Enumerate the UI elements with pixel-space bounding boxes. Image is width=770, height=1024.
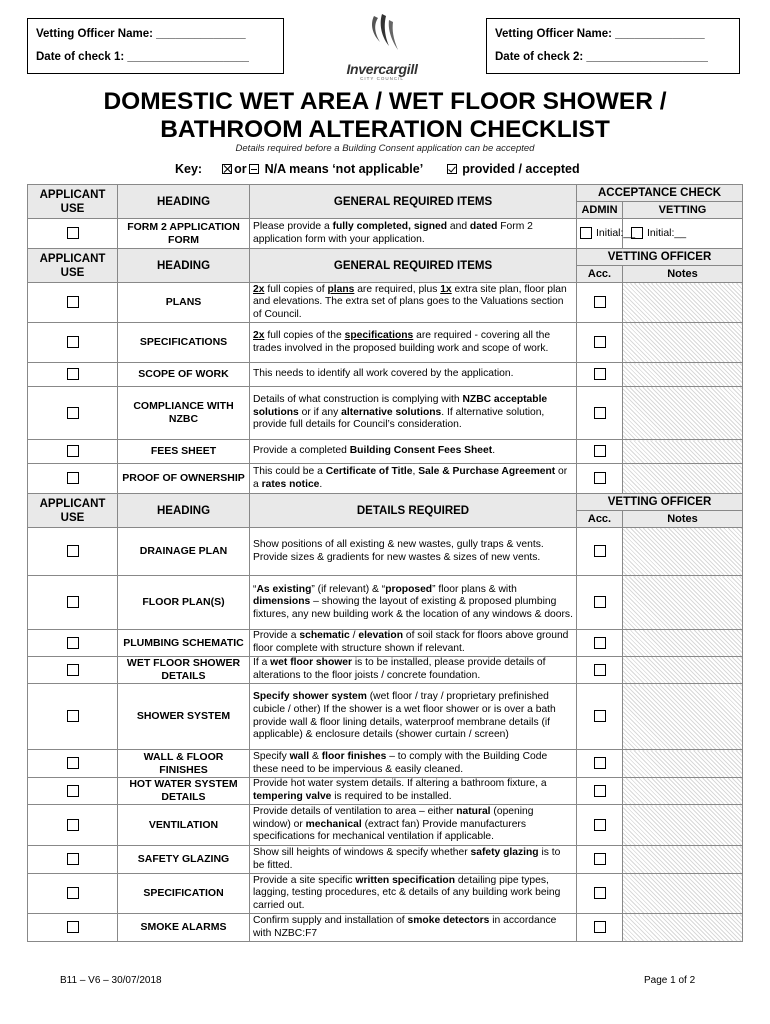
notes-cell[interactable] xyxy=(623,778,743,805)
document-title xyxy=(0,88,770,144)
applicant-checkbox[interactable] xyxy=(67,227,79,239)
key-or: or xyxy=(234,162,247,176)
general-items-header: GENERAL REQUIRED ITEMS xyxy=(250,185,577,219)
title-line-2: BATHROOM ALTERATION CHECKLIST xyxy=(160,116,610,143)
table-row xyxy=(28,684,743,750)
council-logo xyxy=(334,12,430,82)
vetting-officer-box-2 xyxy=(486,18,740,74)
acc-checkbox-cell xyxy=(577,576,623,630)
applicant-checkbox-cell xyxy=(28,528,118,576)
row-description: Please provide a fully completed, signed and dated Form 2 application form with your application. xyxy=(250,219,577,249)
admin-initial[interactable]: Initial:__ xyxy=(596,227,636,240)
vetting-officer-header: VETTING OFFICER xyxy=(577,494,743,511)
acc-checkbox-cell xyxy=(577,750,623,778)
key-legend xyxy=(175,162,580,176)
checklist-table xyxy=(27,184,743,942)
table-row xyxy=(28,805,743,846)
vetting-officer-box-1 xyxy=(27,18,284,74)
table-row xyxy=(28,464,743,494)
notes-header: Notes xyxy=(623,511,743,528)
tick-box-icon xyxy=(447,164,457,174)
admin-checkbox[interactable] xyxy=(580,227,592,239)
notes-cell[interactable] xyxy=(623,576,743,630)
table-row xyxy=(28,528,743,576)
notes-cell[interactable] xyxy=(623,440,743,464)
crossed-box-icon xyxy=(222,164,232,174)
applicant-checkbox-cell xyxy=(28,440,118,464)
notes-cell[interactable] xyxy=(623,846,743,874)
notes-cell[interactable] xyxy=(623,914,743,942)
applicant-checkbox[interactable] xyxy=(67,785,79,797)
row-heading: PROOF OF OWNERSHIP xyxy=(118,464,250,494)
applicant-checkbox[interactable] xyxy=(67,368,79,380)
applicant-use-header: APPLICANT USE xyxy=(28,494,118,528)
key-provided-text: provided / accepted xyxy=(462,162,580,176)
details-required-header: DETAILS REQUIRED xyxy=(250,494,577,528)
applicant-checkbox[interactable] xyxy=(67,296,79,308)
applicant-checkbox-cell xyxy=(28,874,118,914)
table-row xyxy=(28,363,743,387)
notes-cell[interactable] xyxy=(623,387,743,440)
applicant-use-header: APPLICANT USE xyxy=(28,185,118,219)
document-code: B11 – V6 – 30/07/2018 xyxy=(60,975,162,986)
admin-header: ADMIN xyxy=(577,202,623,219)
row-description: Provide a completed Building Consent Fees Sheet. xyxy=(250,440,577,464)
row-heading: PLANS xyxy=(118,283,250,323)
acc-checkbox-cell xyxy=(577,914,623,942)
table-row xyxy=(28,440,743,464)
applicant-checkbox-cell xyxy=(28,464,118,494)
applicant-checkbox[interactable] xyxy=(67,710,79,722)
table-row xyxy=(28,846,743,874)
row-heading: SHOWER SYSTEM xyxy=(118,684,250,750)
general-items-header: GENERAL REQUIRED ITEMS xyxy=(250,249,577,283)
row-description: Provide a site specific written specification detailing pipe types, lagging, testing procedures, etc & details of any building work being carried out. xyxy=(250,874,577,914)
row-description: 2x full copies of the specifications are required - covering all the trades involved in the proposed building work and scope of work. xyxy=(250,323,577,363)
acceptance-check-header: ACCEPTANCE CHECK xyxy=(577,185,743,202)
applicant-checkbox[interactable] xyxy=(67,445,79,457)
acc-checkbox-cell xyxy=(577,464,623,494)
heading-header: HEADING xyxy=(118,185,250,219)
row-heading: FEES SHEET xyxy=(118,440,250,464)
row-description: Details of what construction is complying with NZBC acceptable solutions or if any alternative solutions. If alternative solution, provide full details for Council’s consideration. xyxy=(250,387,577,440)
table-row xyxy=(28,874,743,914)
acc-checkbox-cell xyxy=(577,657,623,684)
table-row xyxy=(28,323,743,363)
key-label: Key: xyxy=(175,162,203,176)
row-description: 2x full copies of plans are required, plus 1x extra site plan, floor plan and elevations. The extra set of plans goes to the Valuations section of Council. xyxy=(250,283,577,323)
row-description: This needs to identify all work covered by the application. xyxy=(250,363,577,387)
row-heading: WET FLOOR SHOWER DETAILS xyxy=(118,657,250,684)
page-number: Page 1 of 2 xyxy=(644,975,696,986)
row-heading: SCOPE OF WORK xyxy=(118,363,250,387)
row-description: Provide details of ventilation to area – either natural (opening window) or mechanical (extract fan) Provide manufacturers specifications for mechanical ventilation if applicable. xyxy=(250,805,577,846)
row-description: Provide a schematic / elevation of soil stack for floors above ground floor complete with structure shown if relevant. xyxy=(250,630,577,657)
acc-checkbox-cell xyxy=(577,363,623,387)
date-of-check-1[interactable]: Date of check 1: ___________________ xyxy=(36,51,249,63)
acc-checkbox-cell xyxy=(577,630,623,657)
acc-checkbox[interactable] xyxy=(594,785,606,797)
acc-checkbox[interactable] xyxy=(594,407,606,419)
table-row xyxy=(28,630,743,657)
row-description: Provide hot water system details. If altering a bathroom fixture, a tempering valve is required to be installed. xyxy=(250,778,577,805)
row-heading: FLOOR PLAN(S) xyxy=(118,576,250,630)
acc-checkbox-cell xyxy=(577,778,623,805)
applicant-checkbox[interactable] xyxy=(67,336,79,348)
acc-checkbox-cell xyxy=(577,846,623,874)
row-heading: PLUMBING SCHEMATIC xyxy=(118,630,250,657)
vetting-initial[interactable]: Initial:__ xyxy=(647,227,687,240)
applicant-checkbox[interactable] xyxy=(67,472,79,484)
row-heading: SPECIFICATIONS xyxy=(118,323,250,363)
key-na-text: N/A means ‘not applicable’ xyxy=(264,162,424,176)
acc-checkbox-cell xyxy=(577,283,623,323)
table-row xyxy=(28,387,743,440)
acc-checkbox[interactable] xyxy=(594,637,606,649)
applicant-checkbox-cell xyxy=(28,630,118,657)
row-heading: WALL & FLOOR FINISHES xyxy=(118,750,250,778)
applicant-checkbox-cell xyxy=(28,805,118,846)
row-description: “As existing” (if relevant) & “proposed” floor plans & with dimensions – showing the layout of existing & proposed plumbing fixtures, any new building work & the location of any windows & doors. xyxy=(250,576,577,630)
acc-checkbox-cell xyxy=(577,528,623,576)
acc-checkbox[interactable] xyxy=(594,368,606,380)
row-heading: VENTILATION xyxy=(118,805,250,846)
acc-checkbox[interactable] xyxy=(594,296,606,308)
logo-wordmark: Invercargill xyxy=(346,61,418,77)
acc-checkbox[interactable] xyxy=(594,921,606,933)
applicant-checkbox-cell xyxy=(28,363,118,387)
applicant-checkbox[interactable] xyxy=(67,664,79,676)
applicant-use-header: APPLICANT USE xyxy=(28,249,118,283)
acc-header: Acc. xyxy=(577,266,623,283)
applicant-checkbox[interactable] xyxy=(67,819,79,831)
applicant-checkbox[interactable] xyxy=(67,887,79,899)
acc-checkbox[interactable] xyxy=(594,545,606,557)
acc-checkbox[interactable] xyxy=(594,887,606,899)
vetting-initial-cell xyxy=(623,219,743,249)
row-description: Confirm supply and installation of smoke detectors in accordance with NZBC:F7 xyxy=(250,914,577,942)
row-heading: SAFETY GLAZING xyxy=(118,846,250,874)
row-description: Show positions of all existing & new wastes, gully traps & vents. Provide sizes & gradients for new wastes & sizes of new vents. xyxy=(250,528,577,576)
applicant-checkbox-cell xyxy=(28,846,118,874)
vetting-header: VETTING xyxy=(623,202,743,219)
title-line-1: DOMESTIC WET AREA / WET FLOOR SHOWER / xyxy=(103,88,667,115)
row-heading: HOT WATER SYSTEM DETAILS xyxy=(118,778,250,805)
admin-initial-cell xyxy=(577,219,636,249)
acc-checkbox[interactable] xyxy=(594,472,606,484)
row-heading: COMPLIANCE WITH NZBC xyxy=(118,387,250,440)
acc-header: Acc. xyxy=(577,511,623,528)
notes-cell[interactable] xyxy=(623,528,743,576)
date-of-check-2[interactable]: Date of check 2: ___________________ xyxy=(495,51,708,63)
applicant-checkbox[interactable] xyxy=(67,921,79,933)
row-description: This could be a Certificate of Title, Sale & Purchase Agreement or a rates notice. xyxy=(250,464,577,494)
logo-emblem-icon xyxy=(362,12,402,56)
notes-cell[interactable] xyxy=(623,874,743,914)
notes-cell[interactable] xyxy=(623,805,743,846)
notes-cell[interactable] xyxy=(623,283,743,323)
acc-checkbox-cell xyxy=(577,440,623,464)
vetting-officer-name-2[interactable]: Vetting Officer Name: ______________ xyxy=(495,28,705,40)
acc-checkbox[interactable] xyxy=(594,819,606,831)
applicant-checkbox[interactable] xyxy=(67,853,79,865)
row-heading: DRAINAGE PLAN xyxy=(118,528,250,576)
table-row xyxy=(28,576,743,630)
acc-checkbox[interactable] xyxy=(594,445,606,457)
applicant-checkbox[interactable] xyxy=(67,757,79,769)
applicant-checkbox-cell xyxy=(28,323,118,363)
acc-checkbox[interactable] xyxy=(594,853,606,865)
table-row xyxy=(28,778,743,805)
notes-cell[interactable] xyxy=(623,684,743,750)
applicant-checkbox[interactable] xyxy=(67,637,79,649)
table-row xyxy=(28,283,743,323)
acc-checkbox-cell xyxy=(577,323,623,363)
table-row xyxy=(28,657,743,684)
applicant-checkbox[interactable] xyxy=(67,545,79,557)
acc-checkbox-cell xyxy=(577,387,623,440)
applicant-checkbox-cell xyxy=(28,219,118,249)
row-heading: FORM 2 APPLICATION FORM xyxy=(118,219,250,249)
document-subtitle: Details required before a Building Consent application can be accepted xyxy=(235,143,535,154)
acc-checkbox[interactable] xyxy=(594,664,606,676)
row-heading: SMOKE ALARMS xyxy=(118,914,250,942)
notes-cell[interactable] xyxy=(623,363,743,387)
applicant-checkbox-cell xyxy=(28,914,118,942)
notes-cell[interactable] xyxy=(623,630,743,657)
table-row xyxy=(28,750,743,778)
dash-box-icon xyxy=(249,164,259,174)
applicant-checkbox-cell xyxy=(28,576,118,630)
logo-subtitle: CITY COUNCIL xyxy=(360,76,404,81)
row-description: Specify shower system (wet floor / tray / proprietary prefinished cubicle / other) If the shower is a wet floor shower or is over a bath provide wall & floor lining details, waterproof membrane details (if applicable) & enclosure details (shower curtain / screen) xyxy=(250,684,577,750)
row-description: If a wet floor shower is to be installed, please provide details of alterations to the floor joists / concrete foundation. xyxy=(250,657,577,684)
acc-checkbox-cell xyxy=(577,805,623,846)
acc-checkbox[interactable] xyxy=(594,596,606,608)
acc-checkbox[interactable] xyxy=(594,710,606,722)
notes-cell[interactable] xyxy=(623,464,743,494)
heading-header: HEADING xyxy=(118,249,250,283)
notes-cell[interactable] xyxy=(623,657,743,684)
row-heading: SPECIFICATION xyxy=(118,874,250,914)
vetting-officer-name-1[interactable]: Vetting Officer Name: ______________ xyxy=(36,28,246,40)
applicant-checkbox-cell xyxy=(28,750,118,778)
notes-cell[interactable] xyxy=(623,750,743,778)
table-row xyxy=(28,914,743,942)
row-description: Specify wall & floor finishes – to comply with the Building Code these need to be impervious & easily cleaned. xyxy=(250,750,577,778)
applicant-checkbox-cell xyxy=(28,684,118,750)
applicant-checkbox-cell xyxy=(28,387,118,440)
vetting-checkbox[interactable] xyxy=(631,227,643,239)
applicant-checkbox-cell xyxy=(28,657,118,684)
acc-checkbox-cell xyxy=(577,874,623,914)
acc-checkbox-cell xyxy=(577,684,623,750)
vetting-officer-header: VETTING OFFICER xyxy=(577,249,743,266)
row-description: Show sill heights of windows & specify whether safety glazing is to be fitted. xyxy=(250,846,577,874)
acc-checkbox[interactable] xyxy=(594,757,606,769)
applicant-checkbox-cell xyxy=(28,283,118,323)
applicant-checkbox-cell xyxy=(28,778,118,805)
heading-header: HEADING xyxy=(118,494,250,528)
notes-cell[interactable] xyxy=(623,323,743,363)
notes-header: Notes xyxy=(623,266,743,283)
applicant-checkbox[interactable] xyxy=(67,407,79,419)
acc-checkbox[interactable] xyxy=(594,336,606,348)
applicant-checkbox[interactable] xyxy=(67,596,79,608)
